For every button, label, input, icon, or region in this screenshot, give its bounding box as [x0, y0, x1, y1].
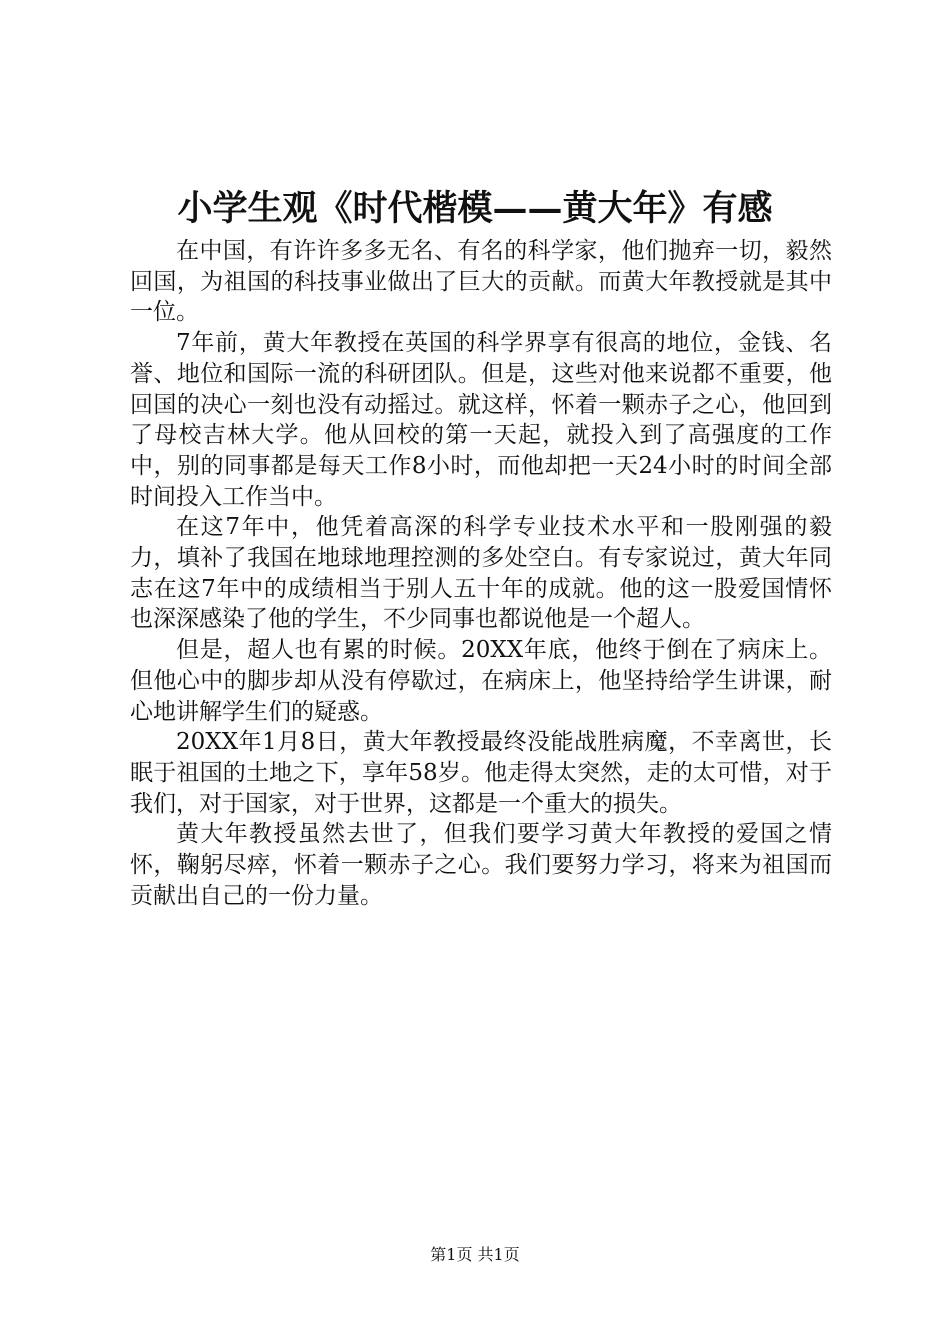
document-body [130, 236, 832, 911]
paragraph-2: 7年前，黄大年教授在英国的科学界享有很高的地位，金钱、名誉、地位和国际一流的科研团队。但是，这些对他来说都不重要，他回国的决心一刻也没有动摇过。就这样，怀着一颗赤子之心，他回到了母校吉林大学。他从回校的第一天起，就投入到了高强度的工作中，别的同事都是每天工作8小时，而他却把一天24小时的时间全部时间投入工作当中。 [130, 330, 832, 510]
paragraph-3: 在这7年中，他凭着高深的科学专业技术水平和一股刚强的毅力，填补了我国在地球地理控测的多处空白。有专家说过，黄大年同志在这7年中的成绩相当于别人五十年的成就。他的这一股爱国情怀也深深感染了他的学生，不少同事也都说他是一个超人。 [130, 514, 832, 633]
paragraph-5: 20XX年1月8日，黄大年教授最终没能战胜病魔，不幸离世，长眠于祖国的土地之下，享年58岁。他走得太突然，走的太可惜，对于我们，对于国家，对于世界，这都是一个重大的损失。 [130, 729, 832, 817]
paragraph-6: 黄大年教授虽然去世了，但我们要学习黄大年教授的爱国之情怀，鞠躬尽瘁，怀着一颗赤子之心。我们要努力学习，将来为祖国而贡献出自己的一份力量。 [130, 821, 832, 909]
paragraph-1: 在中国，有许许多多无名、有名的科学家，他们抛弃一切，毅然回国，为祖国的科技事业做出了巨大的贡献。而黄大年教授就是其中一位。 [130, 238, 832, 326]
paragraph-4: 但是，超人也有累的时候。20XX年底，他终于倒在了病床上。但他心中的脚步却从没有停歇过，在病床上，他坚持给学生讲课，耐心地讲解学生们的疑惑。 [130, 637, 832, 725]
page-footer: 第1页 共1页 [430, 1245, 520, 1264]
document-title: 小学生观《时代楷模——黄大年》有感 [177, 188, 773, 229]
